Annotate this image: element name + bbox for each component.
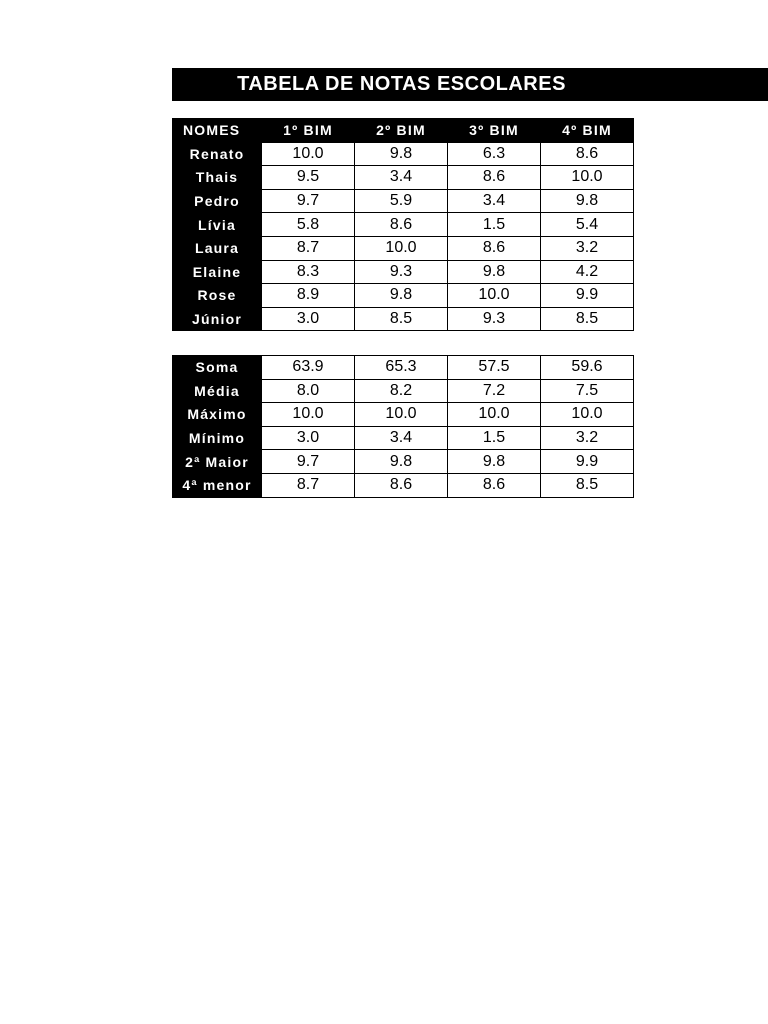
student-row: [173, 166, 634, 190]
student-row: [173, 236, 634, 260]
grade-cell[interactable]: 8.6: [541, 142, 634, 166]
grade-cell[interactable]: 63.9: [262, 356, 355, 380]
student-row: [173, 213, 634, 237]
stats-row: [173, 450, 634, 474]
grade-cell[interactable]: 10.0: [262, 403, 355, 427]
grade-cell[interactable]: 3.4: [355, 426, 448, 450]
grade-cell[interactable]: 8.3: [262, 260, 355, 284]
grade-cell[interactable]: 10.0: [355, 403, 448, 427]
stat-label: Máximo: [173, 403, 262, 427]
grade-cell[interactable]: 9.8: [448, 450, 541, 474]
grade-cell[interactable]: 9.7: [262, 450, 355, 474]
stats-row: [173, 356, 634, 380]
student-row: [173, 260, 634, 284]
student-name: Lívia: [173, 213, 262, 237]
grade-cell[interactable]: 9.9: [541, 450, 634, 474]
grade-cell[interactable]: 10.0: [541, 166, 634, 190]
student-name: Renato: [173, 142, 262, 166]
grade-cell[interactable]: 1.5: [448, 426, 541, 450]
grade-cell[interactable]: 8.5: [541, 307, 634, 331]
grade-cell[interactable]: 8.9: [262, 284, 355, 308]
grade-cell[interactable]: 8.5: [355, 307, 448, 331]
header-bim-3: 3º BIM: [448, 119, 541, 143]
grade-cell[interactable]: 8.6: [355, 473, 448, 497]
student-row: [173, 307, 634, 331]
grade-cell[interactable]: 10.0: [541, 403, 634, 427]
grade-cell[interactable]: 65.3: [355, 356, 448, 380]
stats-table: [172, 355, 634, 498]
grade-cell[interactable]: 10.0: [262, 142, 355, 166]
stat-label: 4ª menor: [173, 473, 262, 497]
stat-label: 2ª Maior: [173, 450, 262, 474]
grade-cell[interactable]: 9.3: [448, 307, 541, 331]
student-row: [173, 142, 634, 166]
header-row: [173, 119, 634, 143]
student-row: [173, 284, 634, 308]
page-title: TABELA DE NOTAS ESCOLARES: [237, 73, 566, 95]
grade-cell[interactable]: 10.0: [448, 284, 541, 308]
grade-cell[interactable]: 10.0: [355, 236, 448, 260]
grade-cell[interactable]: 9.3: [355, 260, 448, 284]
grade-cell[interactable]: 9.7: [262, 189, 355, 213]
stat-label: Mínimo: [173, 426, 262, 450]
stats-row: [173, 426, 634, 450]
grade-cell[interactable]: 10.0: [448, 403, 541, 427]
student-name: Elaine: [173, 260, 262, 284]
header-bim-1: 1º BIM: [262, 119, 355, 143]
grade-cell[interactable]: 9.8: [448, 260, 541, 284]
grade-cell[interactable]: 9.8: [355, 284, 448, 308]
grade-cell[interactable]: 8.6: [448, 236, 541, 260]
header-nomes: NOMES: [173, 119, 262, 143]
stats-row: [173, 473, 634, 497]
header-bim-2: 2º BIM: [355, 119, 448, 143]
grade-cell[interactable]: 3.2: [541, 426, 634, 450]
grade-cell[interactable]: 59.6: [541, 356, 634, 380]
grade-cell[interactable]: 5.9: [355, 189, 448, 213]
student-name: Laura: [173, 236, 262, 260]
stat-label: Média: [173, 379, 262, 403]
grade-cell[interactable]: 9.9: [541, 284, 634, 308]
grade-cell[interactable]: 7.2: [448, 379, 541, 403]
header-bim-4: 4º BIM: [541, 119, 634, 143]
grade-cell[interactable]: 7.5: [541, 379, 634, 403]
grade-cell[interactable]: 3.4: [448, 189, 541, 213]
grade-cell[interactable]: 8.6: [448, 473, 541, 497]
grade-cell[interactable]: 8.6: [448, 166, 541, 190]
student-row: [173, 189, 634, 213]
stats-row: [173, 403, 634, 427]
student-name: Thais: [173, 166, 262, 190]
grade-cell[interactable]: 8.5: [541, 473, 634, 497]
grade-cell[interactable]: 8.0: [262, 379, 355, 403]
grade-cell[interactable]: 6.3: [448, 142, 541, 166]
grade-cell[interactable]: 3.4: [355, 166, 448, 190]
grade-cell[interactable]: 8.6: [355, 213, 448, 237]
grades-table: [172, 118, 634, 331]
grade-cell[interactable]: 8.2: [355, 379, 448, 403]
grade-cell[interactable]: 3.0: [262, 307, 355, 331]
grade-cell[interactable]: 5.4: [541, 213, 634, 237]
grade-cell[interactable]: 4.2: [541, 260, 634, 284]
stats-row: [173, 379, 634, 403]
grade-cell[interactable]: 3.2: [541, 236, 634, 260]
grade-cell[interactable]: 8.7: [262, 473, 355, 497]
grade-cell[interactable]: 8.7: [262, 236, 355, 260]
title-bar: [172, 68, 768, 101]
grade-cell[interactable]: 9.5: [262, 166, 355, 190]
student-name: Júnior: [173, 307, 262, 331]
grade-cell[interactable]: 9.8: [355, 450, 448, 474]
student-name: Pedro: [173, 189, 262, 213]
grade-cell[interactable]: 1.5: [448, 213, 541, 237]
grade-cell[interactable]: 3.0: [262, 426, 355, 450]
student-name: Rose: [173, 284, 262, 308]
stat-label: Soma: [173, 356, 262, 380]
grade-cell[interactable]: 9.8: [541, 189, 634, 213]
grade-cell[interactable]: 9.8: [355, 142, 448, 166]
grade-cell[interactable]: 5.8: [262, 213, 355, 237]
grade-cell[interactable]: 57.5: [448, 356, 541, 380]
